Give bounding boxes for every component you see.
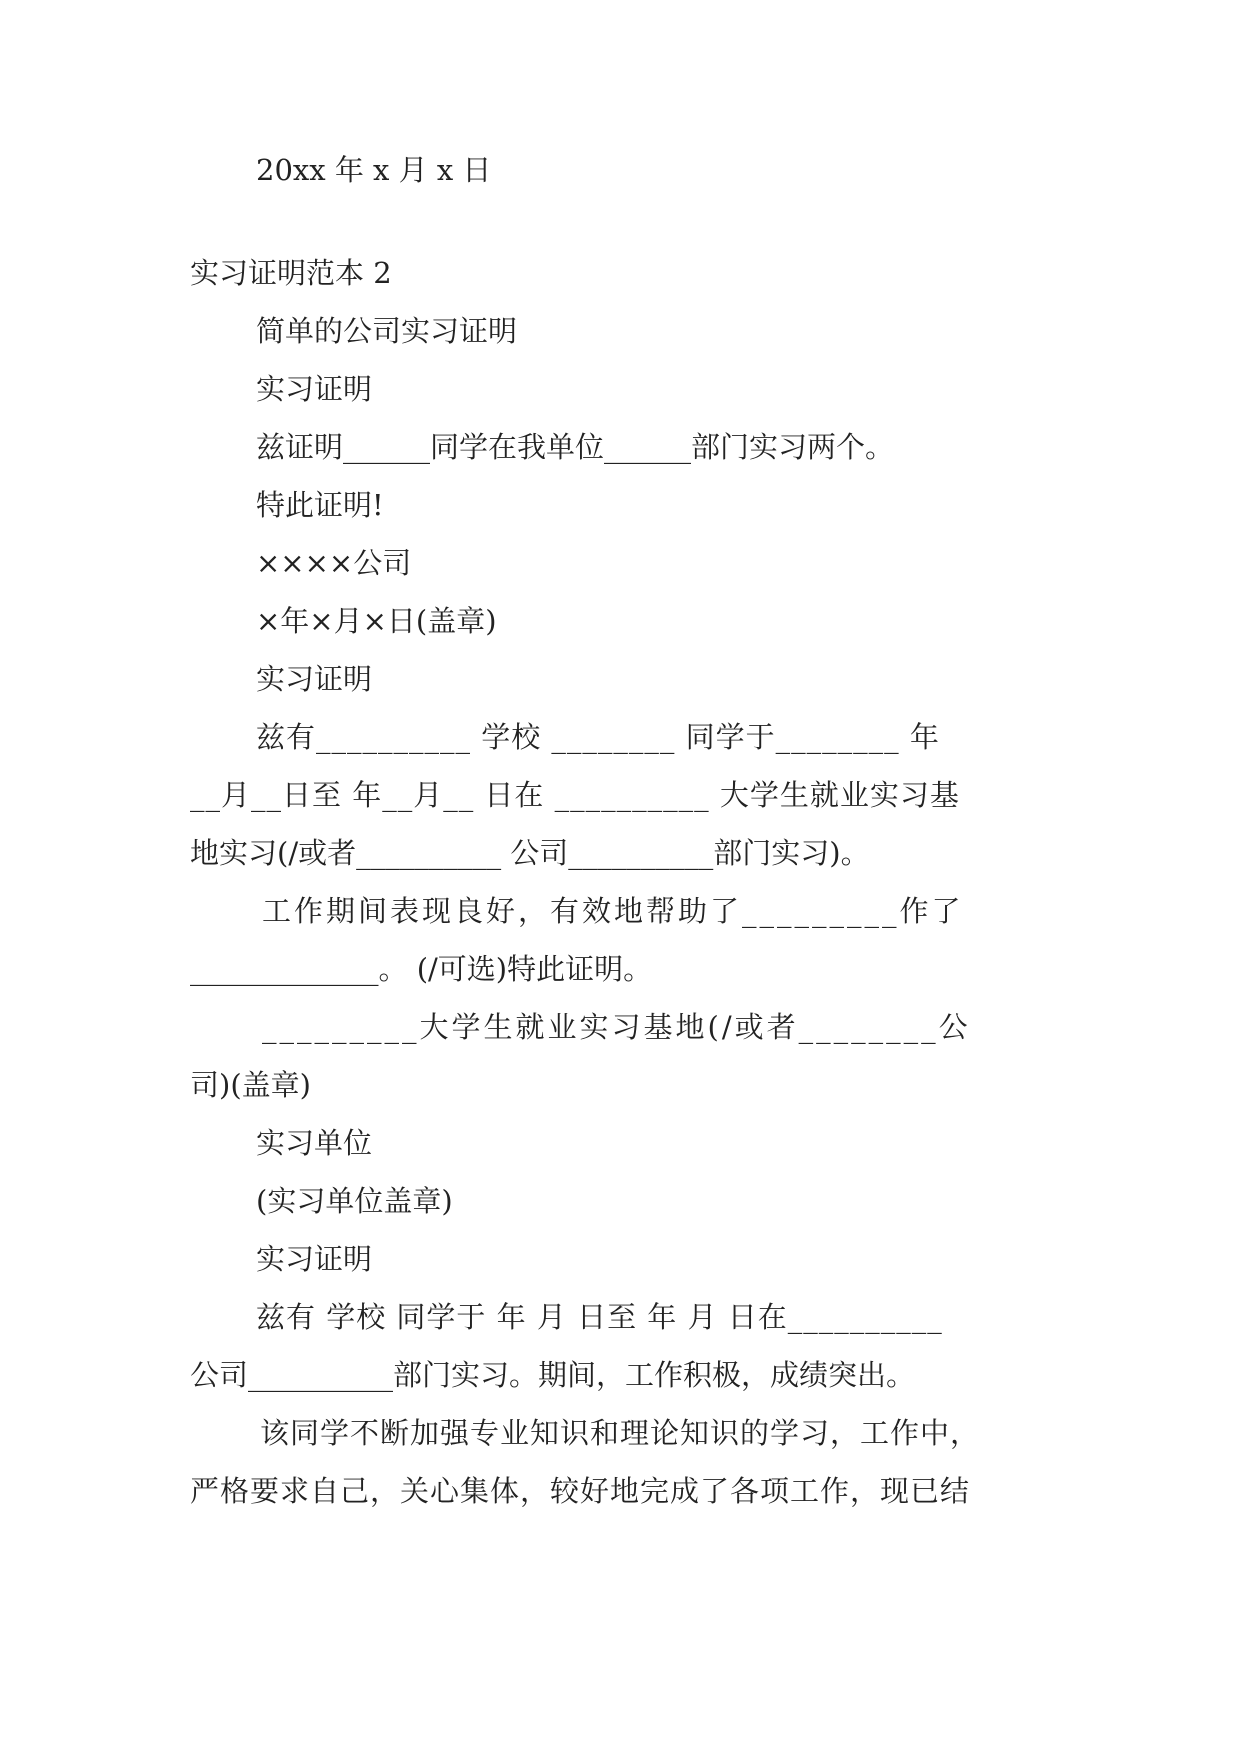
paragraph-line: 严格要求自己，关心集体，较好地完成了各项工作，现已结 [190, 1474, 971, 1508]
paragraph-line: 兹有 学校 同学于 年 月 日至 年 月 日在__________ [256, 1300, 943, 1334]
paragraph-line: 司)(盖章) [190, 1068, 311, 1102]
paragraph-line: _____________。 (/可选)特此证明。 [190, 952, 653, 986]
paragraph-line: 公司__________部门实习。期间，工作积极，成绩突出。 [190, 1358, 916, 1392]
date-line: 20xx 年 x 月 x 日 [256, 153, 492, 187]
section-title: 实习证明范本 2 [190, 256, 392, 290]
paragraph-line: 实习证明 [256, 1242, 373, 1276]
paragraph-line: 该同学不断加强专业知识和理论知识的学习，工作中， [260, 1416, 981, 1450]
paragraph-line: 实习证明 [256, 372, 373, 406]
paragraph-line: 特此证明! [256, 488, 384, 522]
paragraph-line: ××××公司 [256, 546, 412, 580]
paragraph-line: 实习证明 [256, 662, 373, 696]
paragraph-line: 兹有__________ 学校 ________ 同学于________ 年 [256, 720, 940, 754]
paragraph-line: _________大学生就业实习基地(/或者________公 [262, 1010, 971, 1044]
paragraph-line: __月__日至 年__月__ 日在 __________ 大学生就业实习基 [190, 778, 960, 812]
paragraph-line: 实习单位 [256, 1126, 373, 1160]
paragraph-line: (实习单位盖章) [256, 1184, 453, 1218]
paragraph-line: 兹证明______同学在我单位______部门实习两个。 [256, 430, 895, 464]
paragraph-line: 工作期间表现良好，有效地帮助了_________作了 [262, 894, 964, 928]
paragraph-line: 简单的公司实习证明 [256, 314, 518, 348]
paragraph-line: 地实习(/或者__________ 公司__________部门实习)。 [190, 836, 870, 870]
paragraph-line: ×年×月×日(盖章) [256, 604, 497, 638]
